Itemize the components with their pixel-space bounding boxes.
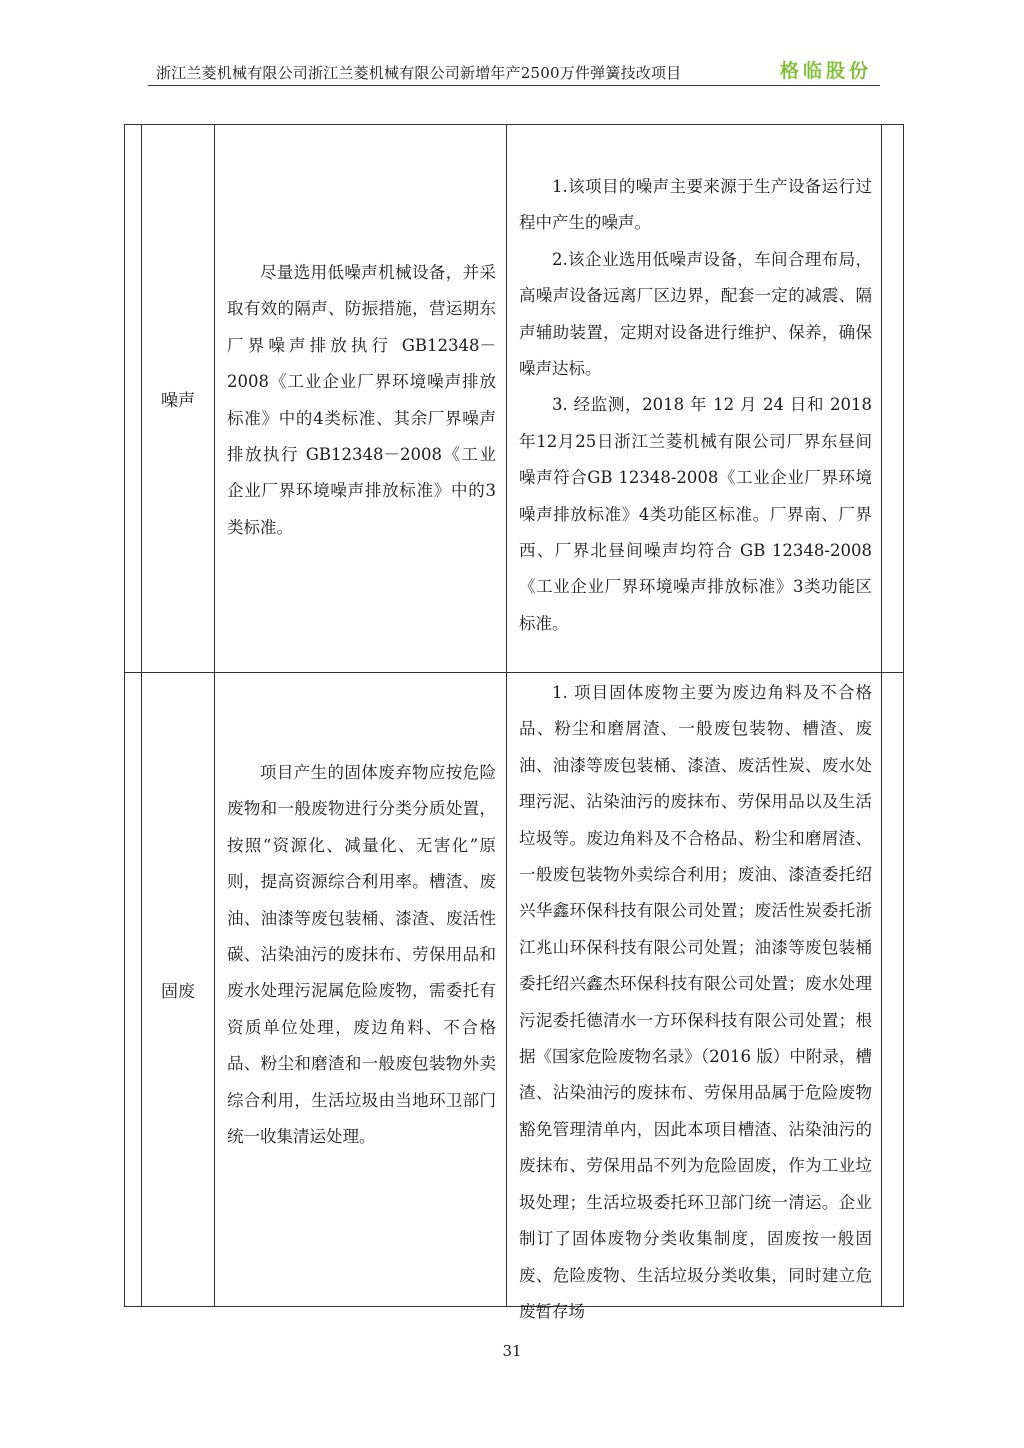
standard-text: 尽量选用低噪声机械设备，并采取有效的隔声、防振措施，营运期东厂界噪声排放执行 GB12348－2008《工业企业厂界环境噪声排放标准》中的4类标准、其余厂界噪声排放执行 GB12348－2008《工业企业厂界环境噪声排放标准》中的3类标准。 [227, 263, 496, 537]
standard-cell [215, 673, 507, 1307]
header-divider [148, 85, 880, 86]
result-cell [507, 673, 882, 1321]
index-cell [125, 125, 142, 673]
table-row [125, 673, 904, 1307]
acceptance-table [124, 124, 904, 1321]
standard-cell [215, 125, 507, 673]
result-paragraph: 1. 项目固体废物主要为废边角料及不合格品、粉尘和磨屑渣、一般废包装物、槽渣、废油、油漆等废包装桶、漆渣、废活性炭、废水处理污泥、沾染油污的废抹布、劳保用品以及生活垃圾等。废边角料及不合格品、粉尘和磨屑渣、一般废包装物外卖综合利用；废油、漆渣委托绍兴华鑫环保科技有限公司处置；废活性炭委托浙江兆山环保科技有限公司处置；油漆等废包装桶委托绍兴鑫杰环保科技有限公司处置；废水处理污泥委托德清水一方环保科技有限公司处置；根据《国家危险废物名录》（2016 版）中附录，槽渣、沾染油污的废抹布、劳保用品属于危险废物豁免管理清单内，因此本项目槽渣、沾染油污的废抹布、劳保用品不列为危险固废，作为工业垃圾处理；生活垃圾委托环卫部门统一清运。企业制订了固体废物分类收集制度，固废按一般固废、危险废物、生活垃圾分类收集，同时建立危废暂存场 [519, 683, 872, 1321]
header-title: 浙江兰菱机械有限公司浙江兰菱机械有限公司新增年产2500万件弹簧技改项目 [156, 64, 682, 82]
page-number: 31 [502, 1342, 522, 1360]
remark-cell [882, 125, 904, 673]
standard-text: 项目产生的固体废弃物应按危险废物和一般废物进行分类分质处置，按照“资源化、减量化、无害化”原则，提高资源综合利用率。槽渣、废油、油漆等废包装桶、漆渣、废活性碳、沾染油污的废抹布、劳保用品和废水处理污泥属危险废物，需委托有资质单位处理，废边角料、不合格品、粉尘和磨渣和一般废包装物外卖综合利用，生活垃圾由当地环卫部门统一收集清运处理。 [227, 763, 496, 1147]
category-label: 噪声 [161, 391, 195, 411]
result-paragraph: 1.该项目的噪声主要来源于生产设备运行过程中产生的噪声。 [519, 177, 872, 233]
result-paragraph: 2.该企业选用低噪声设备，车间合理布局，高噪声设备远离厂区边界，配套一定的减震、隔声辅助装置，定期对设备进行维护、保养，确保噪声达标。 [519, 249, 872, 379]
category-label: 固废 [161, 982, 195, 1002]
result-cell [507, 125, 882, 673]
company-logo: 格临股份 [780, 60, 873, 82]
remark-cell [882, 673, 904, 1307]
category-cell [142, 673, 215, 1307]
category-cell [142, 125, 215, 673]
table-row [125, 125, 904, 673]
result-paragraph: 3. 经监测，2018 年 12 月 24 日和 2018 年12月25日浙江兰菱机械有限公司厂界东昼间噪声符合GB 12348-2008《工业企业厂界环境噪声排放标准》4类功能区标准。厂界南、厂界西、厂界北昼间噪声均符合 GB 12348-2008《工业企业厂界环境噪声排放标准》3类功能区标准。 [519, 395, 872, 633]
index-cell [125, 673, 142, 1307]
